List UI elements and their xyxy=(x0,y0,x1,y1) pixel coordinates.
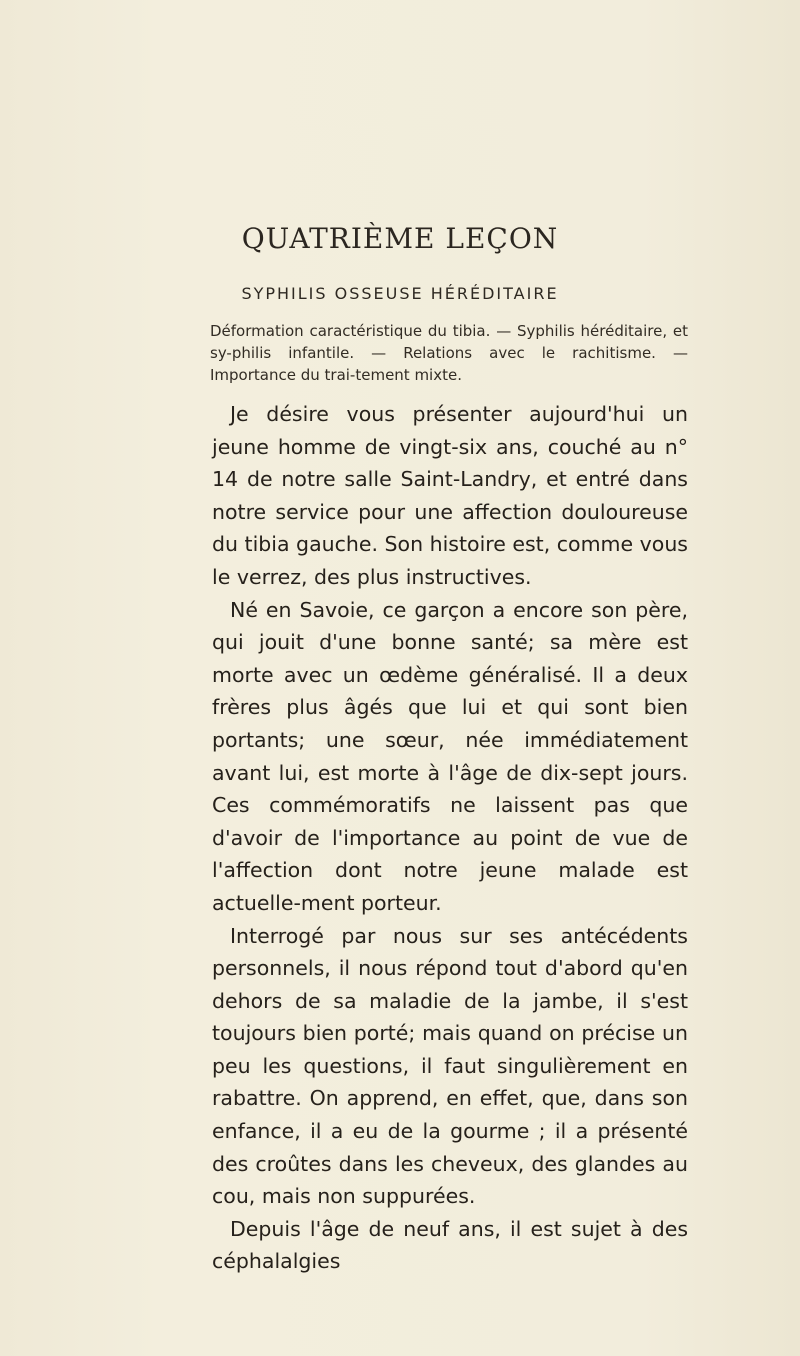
paragraph: Depuis l'âge de neuf ans, il est sujet à des céphalalgies xyxy=(212,1216,688,1274)
paragraph: Interrogé par nous sur ses antécédents personnels, il nous répond tout d'abord qu'en dehors de sa maladie de la jambe, il s'est toujours bien porté; mais quand on précise un peu les questions, il faut singulièrement en rabattre. On apprend, en effet, que, dans son enfance, il a eu de la gourme ; il a présenté des croûtes dans les cheveux, des glandes au cou, mais non suppurées. xyxy=(212,923,688,1209)
body-text xyxy=(212,398,688,1278)
chapter-subject: SYPHILIS OSSEUSE HÉRÉDITAIRE xyxy=(241,284,559,303)
paragraph: Né en Savoie, ce garçon a encore son père, qui jouit d'une bonne santé; sa mère est morte avec un œdème généralisé. Il a deux frères plus âgés que lui et qui sont bien portants; une sœur, née immédiatement avant lui, est morte à l'âge de dix-sept jours. Ces commémoratifs ne laissent pas que d'avoir de l'importance au point de vue de l'affection dont notre jeune malade est actuelle-ment porteur. xyxy=(212,597,688,915)
chapter-summary: Déformation caractéristique du tibia. — Syphilis héréditaire, et sy-philis infantile. — Relations avec le rachitisme. — Importance du trai-tement mixte. xyxy=(210,322,688,384)
paragraph: Je désire vous présenter aujourd'hui un jeune homme de vingt-six ans, couché au n° 14 de notre salle Saint-Landry, et entré dans notre service pour une affection douloureuse du tibia gauche. Son histoire est, comme vous le verrez, des plus instructives. xyxy=(212,402,688,589)
chapter-title: QUATRIÈME LEÇON xyxy=(241,222,559,255)
